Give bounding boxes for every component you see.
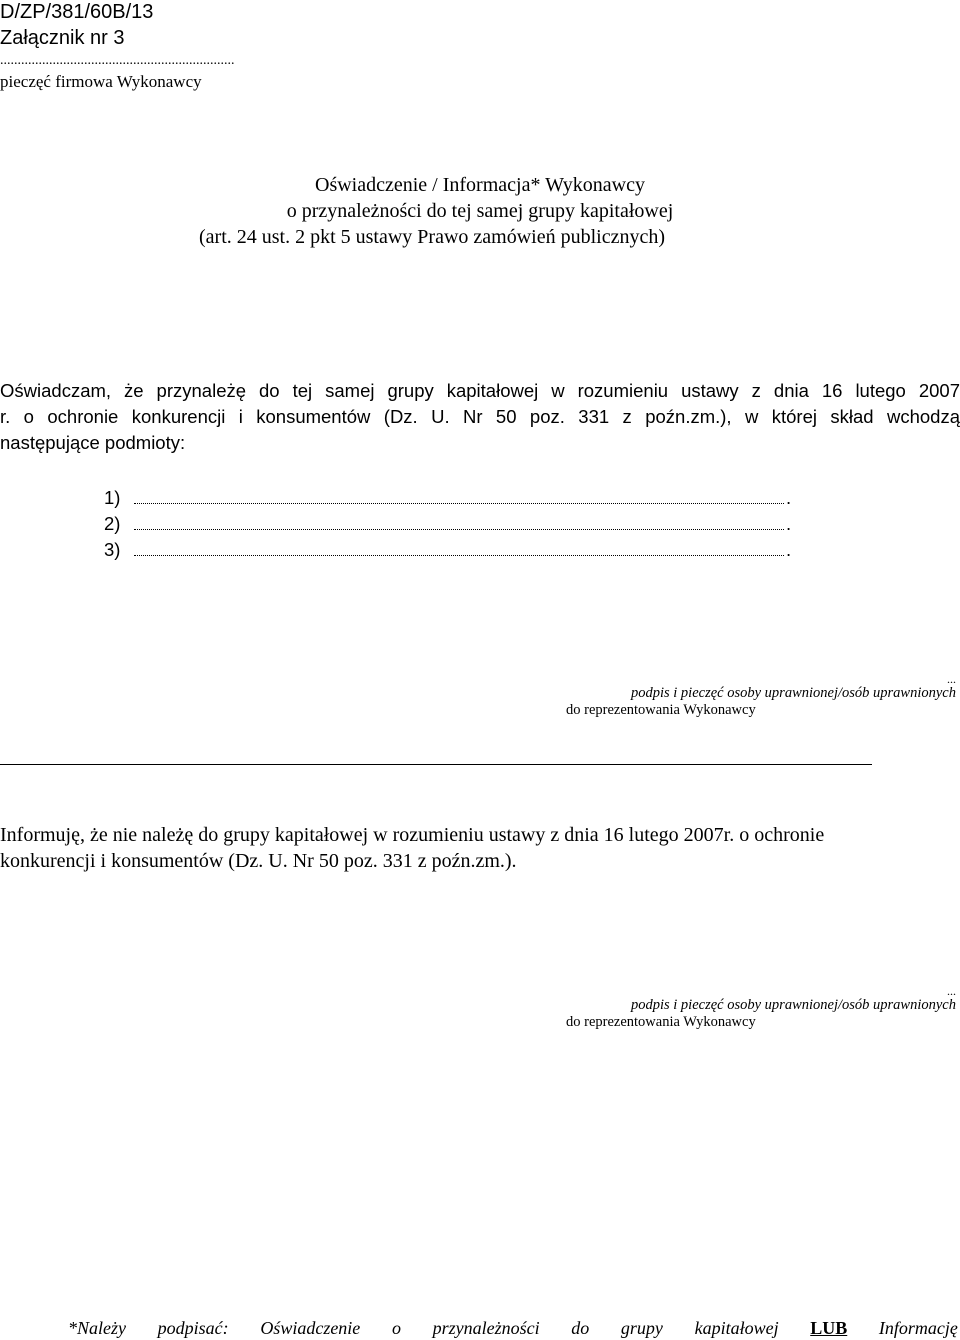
entity-list-item-3	[104, 538, 791, 562]
footer-word: podpisać:	[157, 1318, 229, 1338]
company-stamp-label: pieczęć firmowa Wykonawcy	[0, 72, 202, 91]
signature-1-dots: ...	[947, 672, 956, 686]
footer-word: grupy	[620, 1318, 663, 1338]
footer-word: o	[391, 1318, 401, 1338]
entity-list-item-1	[104, 486, 791, 510]
footer-word: kapitałowej	[694, 1318, 779, 1338]
signature-2-label: podpis i pieczęć osoby uprawnionej/osób uprawnionych	[630, 997, 956, 1013]
signature-1-label-2: do reprezentowania Wykonawcy	[566, 702, 756, 718]
declaration-line-2: r. o ochronie konkurencji i konsumentów (Dz. U. Nr 50 poz. 331 z poźn.zm.), w której skład wchodzą	[0, 406, 960, 427]
document-number: D/ZP/381/60B/13	[0, 1, 154, 23]
title-line-2: o przynależności do tej samej grupy kapitałowej	[286, 200, 674, 222]
title-line-1: Oświadczenie / Informacja* Wykonawcy	[315, 174, 645, 196]
information-paragraph	[0, 822, 960, 874]
list-end-dot: .	[786, 513, 792, 534]
declaration-line-1: Oświadczam, że przynależę do tej samej grupy kapitałowej w rozumieniu ustawy z dnia 16 lutego 2007	[0, 380, 960, 401]
information-line-1: Informuję, że nie należę do grupy kapitałowej w rozumieniu ustawy z dnia 16 lutego 2007r. o ochronie	[0, 824, 825, 846]
footer-word: *Należy	[68, 1318, 126, 1338]
signature-2-dots: ...	[947, 984, 956, 998]
signature-1-label: podpis i pieczęć osoby uprawnionej/osób uprawnionych	[630, 685, 956, 701]
entity-fill-line[interactable]	[134, 513, 784, 530]
list-end-dot: .	[786, 487, 792, 508]
declaration-paragraph	[0, 378, 960, 456]
signature-2-label-2: do reprezentowania Wykonawcy	[566, 1014, 756, 1030]
section-separator	[0, 764, 872, 765]
list-number: 1)	[104, 487, 121, 508]
list-number: 3)	[104, 539, 121, 560]
footer-word: przynależności	[432, 1318, 540, 1338]
declaration-line-3: następujące podmioty:	[0, 432, 186, 453]
information-line-2: konkurencji i konsumentów (Dz. U. Nr 50 poz. 331 z poźn.zm.).	[0, 850, 517, 872]
footer-word: Oświadczenie	[260, 1318, 361, 1338]
stamp-placeholder-dots: ...................................................................	[0, 53, 235, 68]
list-end-dot: .	[786, 539, 792, 560]
list-number: 2)	[104, 513, 121, 534]
document-title	[0, 172, 960, 250]
footer-note	[68, 1316, 958, 1340]
entity-fill-line[interactable]	[134, 487, 784, 504]
entity-list-item-2	[104, 512, 791, 536]
footer-word: Informację	[878, 1318, 958, 1338]
title-line-3: (art. 24 ust. 2 pkt 5 ustawy Prawo zamówień publicznych)	[199, 226, 666, 248]
footer-word: do	[571, 1318, 590, 1338]
footer-lub: LUB	[810, 1318, 848, 1338]
entity-fill-line[interactable]	[134, 539, 784, 556]
attachment-label: Załącznik nr 3	[0, 27, 125, 49]
